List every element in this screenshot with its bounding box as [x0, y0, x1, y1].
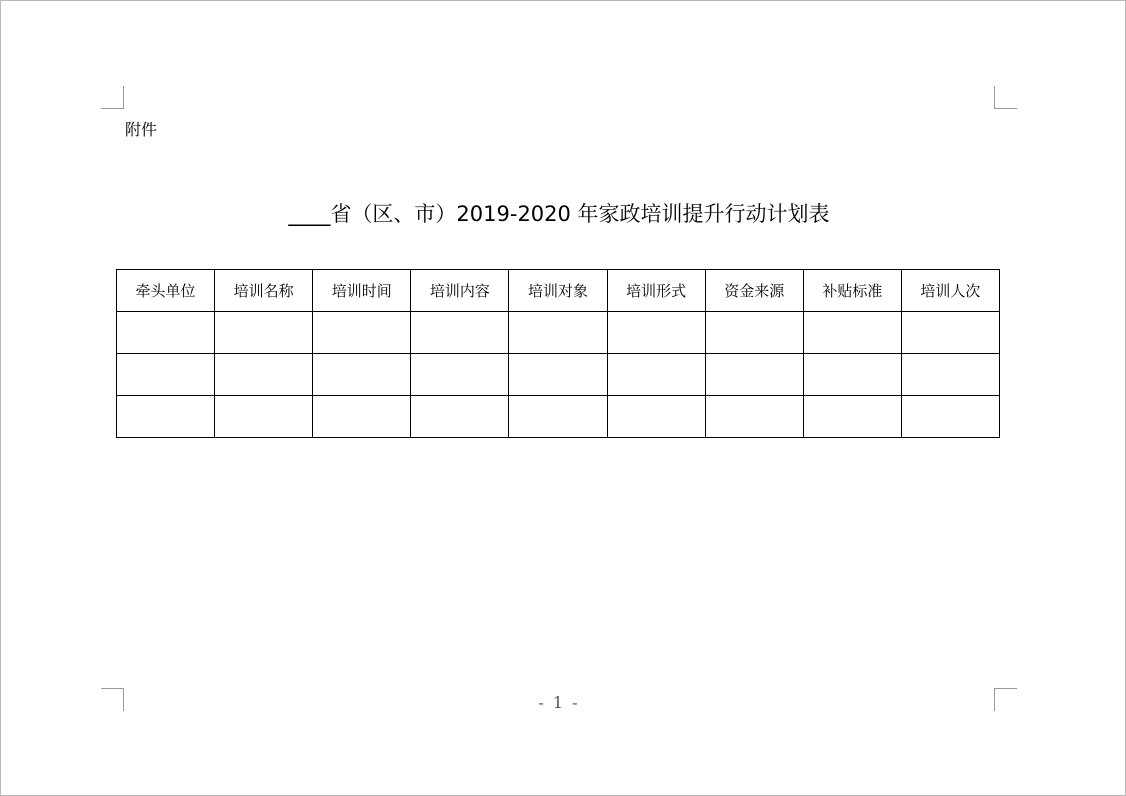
- table-cell[interactable]: [607, 312, 705, 354]
- table-cell[interactable]: [313, 396, 411, 438]
- header-training-time: 培训时间: [313, 270, 411, 312]
- table-cell[interactable]: [117, 312, 215, 354]
- table-cell[interactable]: [509, 396, 607, 438]
- attachment-label: 附件: [125, 120, 158, 139]
- header-subsidy-standard: 补贴标准: [803, 270, 901, 312]
- header-funding-source: 资金来源: [705, 270, 803, 312]
- crop-mark-top-left: [101, 86, 124, 109]
- header-lead-unit: 牵头单位: [117, 270, 215, 312]
- header-trainee-count: 培训人次: [901, 270, 999, 312]
- table-cell[interactable]: [117, 354, 215, 396]
- document-title: ____省（区、市）2019-2020 年家政培训提升行动计划表: [288, 202, 830, 226]
- table-cell[interactable]: [803, 354, 901, 396]
- page-number: - 1 -: [538, 693, 580, 712]
- table-cell[interactable]: [509, 312, 607, 354]
- crop-mark-top-right: [994, 86, 1017, 109]
- table-cell[interactable]: [509, 354, 607, 396]
- table-cell[interactable]: [803, 396, 901, 438]
- table-cell[interactable]: [215, 396, 313, 438]
- header-training-target: 培训对象: [509, 270, 607, 312]
- header-training-format: 培训形式: [607, 270, 705, 312]
- table-header-row: [117, 270, 1000, 312]
- table-cell[interactable]: [705, 312, 803, 354]
- table-cell[interactable]: [117, 396, 215, 438]
- table-cell[interactable]: [803, 312, 901, 354]
- table-row: [117, 396, 1000, 438]
- training-plan-table: [116, 269, 1000, 438]
- table-cell[interactable]: [901, 312, 999, 354]
- table-cell[interactable]: [901, 396, 999, 438]
- table-cell[interactable]: [411, 396, 509, 438]
- table-row: [117, 312, 1000, 354]
- table-cell[interactable]: [411, 312, 509, 354]
- table-cell[interactable]: [607, 396, 705, 438]
- header-training-name: 培训名称: [215, 270, 313, 312]
- table-cell[interactable]: [901, 354, 999, 396]
- table-cell[interactable]: [215, 312, 313, 354]
- table-cell[interactable]: [705, 354, 803, 396]
- table-cell[interactable]: [607, 354, 705, 396]
- table-row: [117, 354, 1000, 396]
- table-cell[interactable]: [411, 354, 509, 396]
- table-cell[interactable]: [313, 354, 411, 396]
- table-cell[interactable]: [215, 354, 313, 396]
- table-cell[interactable]: [705, 396, 803, 438]
- header-training-content: 培训内容: [411, 270, 509, 312]
- table-cell[interactable]: [313, 312, 411, 354]
